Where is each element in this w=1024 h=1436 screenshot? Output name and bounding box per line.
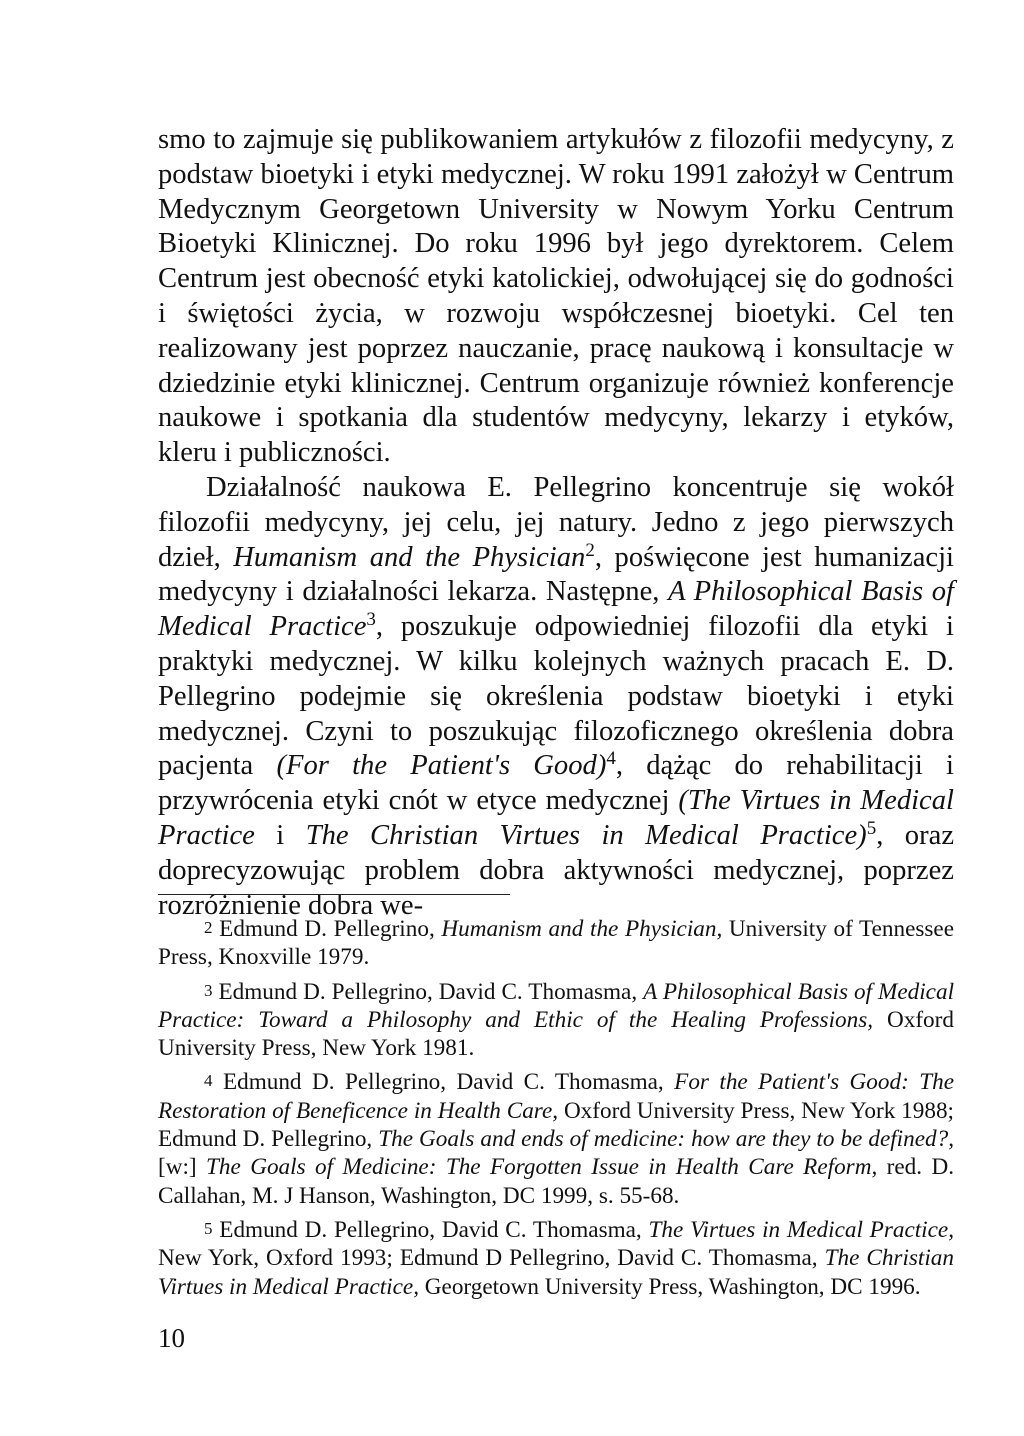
footnote-text: red. D. Callahan, M. J Hanson, Washington, DC 1999, s. 55-68.	[158, 1154, 954, 1209]
book-title: Humanism and the Physician	[233, 541, 586, 573]
footnote-title: The Goals and ends of medicine: how are they to be defined?,	[378, 1126, 954, 1153]
footnote-text: Oxford University Press, New York 1981.	[158, 1006, 954, 1062]
footnote-title: The Goals of Medicine: The Forgotten Issue in Health Care Reform,	[206, 1154, 878, 1181]
book-title: The Christian Virtues in Medical Practice)	[305, 819, 867, 851]
paragraph-2-text: i	[254, 819, 306, 851]
footnote-title: For the Patient's Good: The Restoration of Beneficence in Health Care,	[158, 1069, 955, 1124]
footnote-number: 4	[204, 1071, 213, 1091]
footnote-number: 2	[204, 918, 213, 937]
paragraph-2-text: Działalność naukowa E. Pellegrino koncentruje się wokół filozofii medycyny, jej celu, jej natury. Jedno z jego pierwszych dzieł,	[158, 471, 954, 573]
footnote-3	[158, 977, 954, 1063]
footnote-ref: 2	[585, 539, 595, 561]
footnote-ref: 5	[866, 817, 877, 839]
footnote-text: Oxford University Press, New York 1988; Edmund D. Pellegrino,	[158, 1097, 954, 1153]
footnote-text: Edmund D. Pellegrino, David C. Thomasma,	[219, 1216, 649, 1243]
main-text	[158, 123, 954, 923]
paragraph-2-text: , poszukuje odpowiedniej filozofii dla etyki i praktyki medycznej. W kilku kolejnych ważnych pracach E. D. Pellegrino podejmie się określenia podstaw bioetyki i etyki medycznej. Czyni to poszukując filozoficznego określenia dobra pacjenta	[158, 611, 954, 782]
paragraph-2-text: , dążąc do rehabilitacji i przywrócenia etyki cnót w etyce medycznej	[158, 750, 954, 817]
footnote-ref: 3	[366, 609, 376, 631]
book-title: A Philosophical Basis of Medical Practice	[158, 576, 954, 643]
footnote-4	[158, 1067, 954, 1209]
footnote-title: A Philosophical Basis of Medical Practice: Toward a Philosophy and Ethic of the Healing Professions,	[158, 978, 955, 1033]
paragraph-1: smo to zajmuje się publikowaniem artykułów z filozofii medycyny, z podstaw bioetyki i etyki medycznej. W roku 1991 założył w Centrum Medycznym Georgetown University w Nowym Yorku Centrum Bioetyki Klinicznej. Do roku 1996 był jego dyrektorem. Celem Centrum jest obecność etyki katolickiej, odwołującej się do godności i świętości życia, w rozwoju współczesnej bioetyki. Cel ten realizowany jest poprzez nauczanie, pracę naukową i konsultacje w dziedzinie etyki klinicznej. Centrum organizuje również konferencje naukowe i spotkania dla studentów medycyny, lekarzy i etyków, kleru i publiczności.	[158, 124, 954, 469]
footnote-title: The Virtues in Medical Practice,	[648, 1216, 955, 1243]
footnote-text: Georgetown University Press, Washington, DC 1996.	[419, 1273, 921, 1300]
footnote-text: Edmund D. Pellegrino, David C. Thomasma,	[218, 978, 644, 1005]
footnote-ref: 4	[606, 748, 616, 770]
footnote-divider	[158, 894, 510, 895]
footnote-text: Edmund D. Pellegrino, David C. Thomasma,	[222, 1069, 675, 1096]
footnote-title: Humanism and the Physician,	[441, 916, 723, 942]
footnote-text: [w:]	[158, 1154, 207, 1181]
paragraph-2-text: , poświęcone jest humanizacji medycyny i działalności lekarza. Następne,	[158, 541, 955, 608]
footnote-title: The Christian Virtues in Medical Practice,	[158, 1245, 954, 1300]
footnote-2	[158, 914, 954, 972]
paragraph-2	[158, 471, 954, 923]
footnote-number: 5	[204, 1218, 213, 1238]
book-title: (For the Patient's Good)	[276, 750, 607, 782]
footnote-text: New York, Oxford 1993; Edmund D Pellegrino, David C. Thomasma,	[158, 1245, 825, 1272]
footnote-text: Edmund D. Pellegrino,	[219, 916, 442, 942]
footnote-number: 3	[204, 980, 213, 1000]
page-number: 10	[158, 1323, 185, 1353]
footnote-5	[158, 1215, 954, 1301]
paragraph-2-text: , oraz doprecyzowując problem dobra aktywności medycznej, poprzez rozróżnienie dobra we-	[158, 819, 955, 921]
footnote-text: University of Tennessee Press, Knoxville 1979.	[158, 916, 954, 971]
footnotes	[158, 914, 954, 1301]
book-title: (The Virtues in Medical Practice	[158, 785, 954, 851]
